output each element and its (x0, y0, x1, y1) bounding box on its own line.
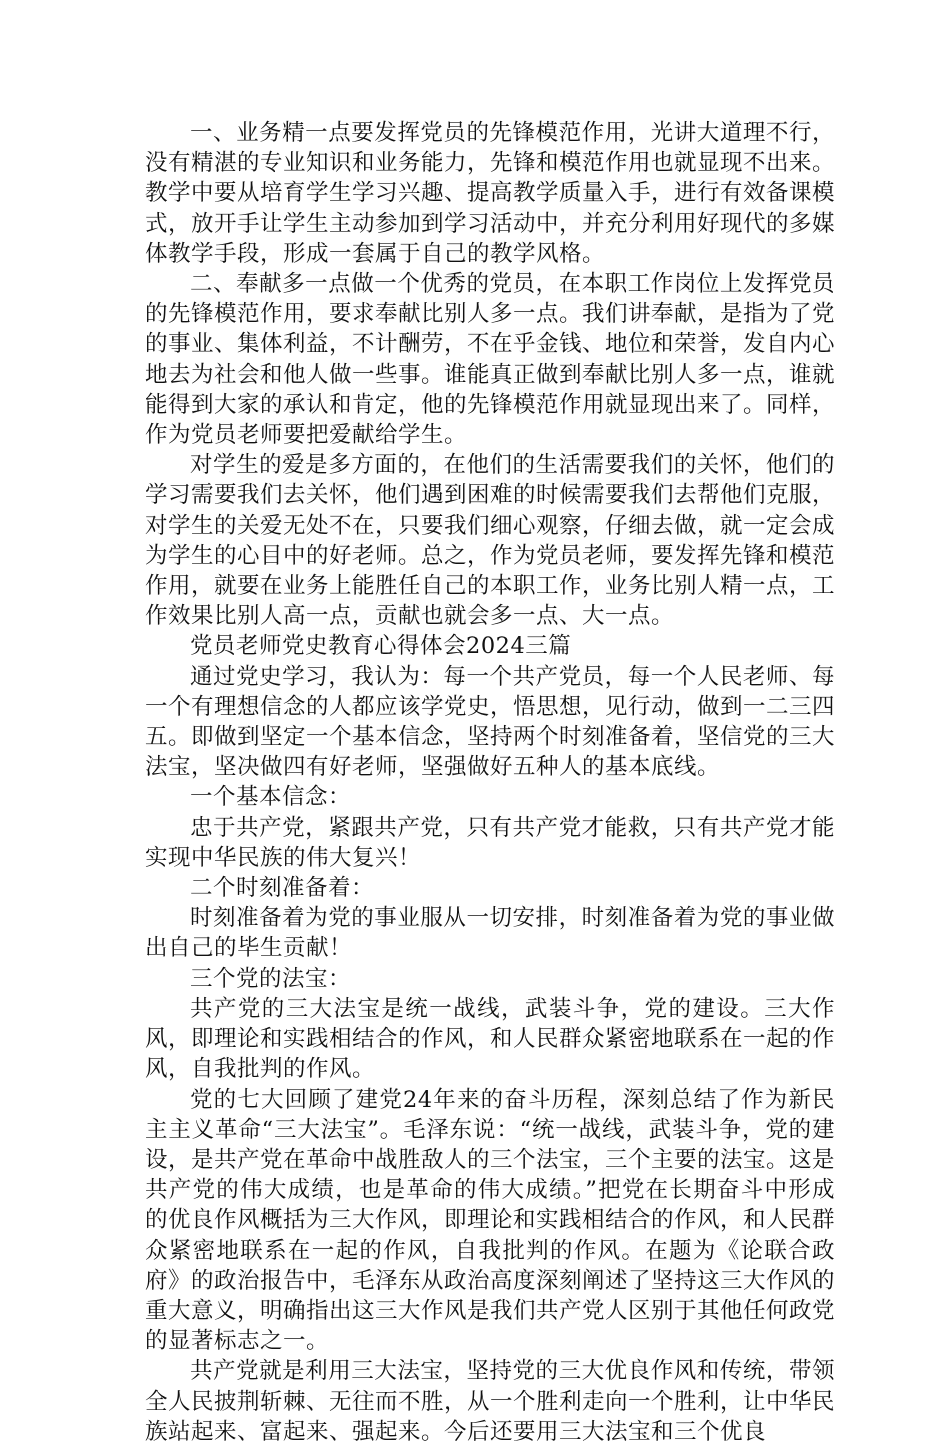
heading-two-readiness: 二个时刻准备着： (190, 875, 375, 902)
paragraph-seventh-congress: 党的七大回顾了建党24年来的奋斗历程，深刻总结了作为新民主主义革命“三大法宝”。毛泽东说：“统一战线，武装斗争，党的建设，是共产党在革命中战胜敌人的三个法宝，三个主要的法宝。这是共产党的伟大成绩，也是革命的伟大成绩。”把党在长期奋斗中形成的优良作风概括为三大作风，即理论和实践相结合的作风，和人民群众紧密地联系在一起的作风，自我批判的作风。在题为《论联合政府》的政治报告中，毛泽东从政治高度深刻阐述了坚持这三大作风的重大意义，明确指出这三大作风是我们共产党人区别于其他任何政党的显著标志之一。 (145, 1086, 836, 1355)
paragraph-work-excellence: 一、业务精一点要发挥党员的先锋模范作用，光讲大道理不行，没有精湛的专业知识和业务能力，先锋和模范作用也就显现不出来。教学中要从培育学生学习兴趣、提高教学质量入手，进行有效备课模式，放开手让学生主动参加到学习活动中，并充分利用好现代的多媒体教学手段，形成一套属于自己的教学风格。 (145, 120, 836, 267)
document-body (145, 118, 835, 1447)
heading-one-belief: 一个基本信念： (190, 784, 352, 811)
paragraph-dedication: 二、奉献多一点做一个优秀的党员，在本职工作岗位上发挥党员的先锋模范作用，要求奉献比别人多一点。我们讲奉献，是指为了党的事业、集体利益，不计酬劳，不在乎金钱、地位和荣誉，发自内心地去为社会和他人做一些事。谁能真正做到奉献比别人多一点，谁就能得到大家的承认和肯定，他的先锋模范作用就显现出来了。同样，作为党员老师要把爱献给学生。 (145, 271, 836, 449)
paragraph-party-history-study: 通过党史学习，我认为：每一个共产党员，每一个人民老师、每一个有理想信念的人都应该学党史，悟思想，见行动，做到一二三四五。即做到坚定一个基本信念，坚持两个时刻准备着，坚信党的三大法宝，坚决做四有好老师，坚强做好五种人的基本底线。 (145, 663, 836, 781)
paragraph-love-for-students: 对学生的爱是多方面的，在他们的生活需要我们的关怀，他们的学习需要我们去关怀，他们遇到困难的时候需要我们去帮他们克服，对学生的关爱无处不在，只要我们细心观察，仔细去做，就一定会成为学生的心目中的好老师。总之，作为党员老师，要发挥先锋和模范作用，就要在业务上能胜任自己的本职工作，业务比别人精一点，工作效果比别人高一点，贡献也就会多一点、大一点。 (145, 452, 836, 630)
paragraph-loyalty: 忠于共产党，紧跟共产党，只有共产党才能救，只有共产党才能实现中华民族的伟大复兴！ (145, 814, 835, 871)
paragraph-party-victory: 共产党就是利用三大法宝，坚持党的三大优良作风和传统，带领全人民披荆斩棘、无往而不胜，从一个胜利走向一个胜利，让中华民族站起来、富起来、强起来。今后还要用三大法宝和三个优良 (145, 1358, 836, 1445)
paragraph-readiness: 时刻准备着为党的事业服从一切安排，时刻准备着为党的事业做出自己的毕生贡献！ (145, 905, 835, 962)
paragraph-three-treasures: 共产党的三大法宝是统一战线，武装斗争，党的建设。三大作风，即理论和实践相结合的作风，和人民群众紧密地联系在一起的作风，自我批判的作风。 (145, 995, 836, 1083)
section-title: 党员老师党史教育心得体会2024三篇 (190, 633, 572, 660)
heading-three-treasures: 三个党的法宝： (190, 965, 352, 992)
